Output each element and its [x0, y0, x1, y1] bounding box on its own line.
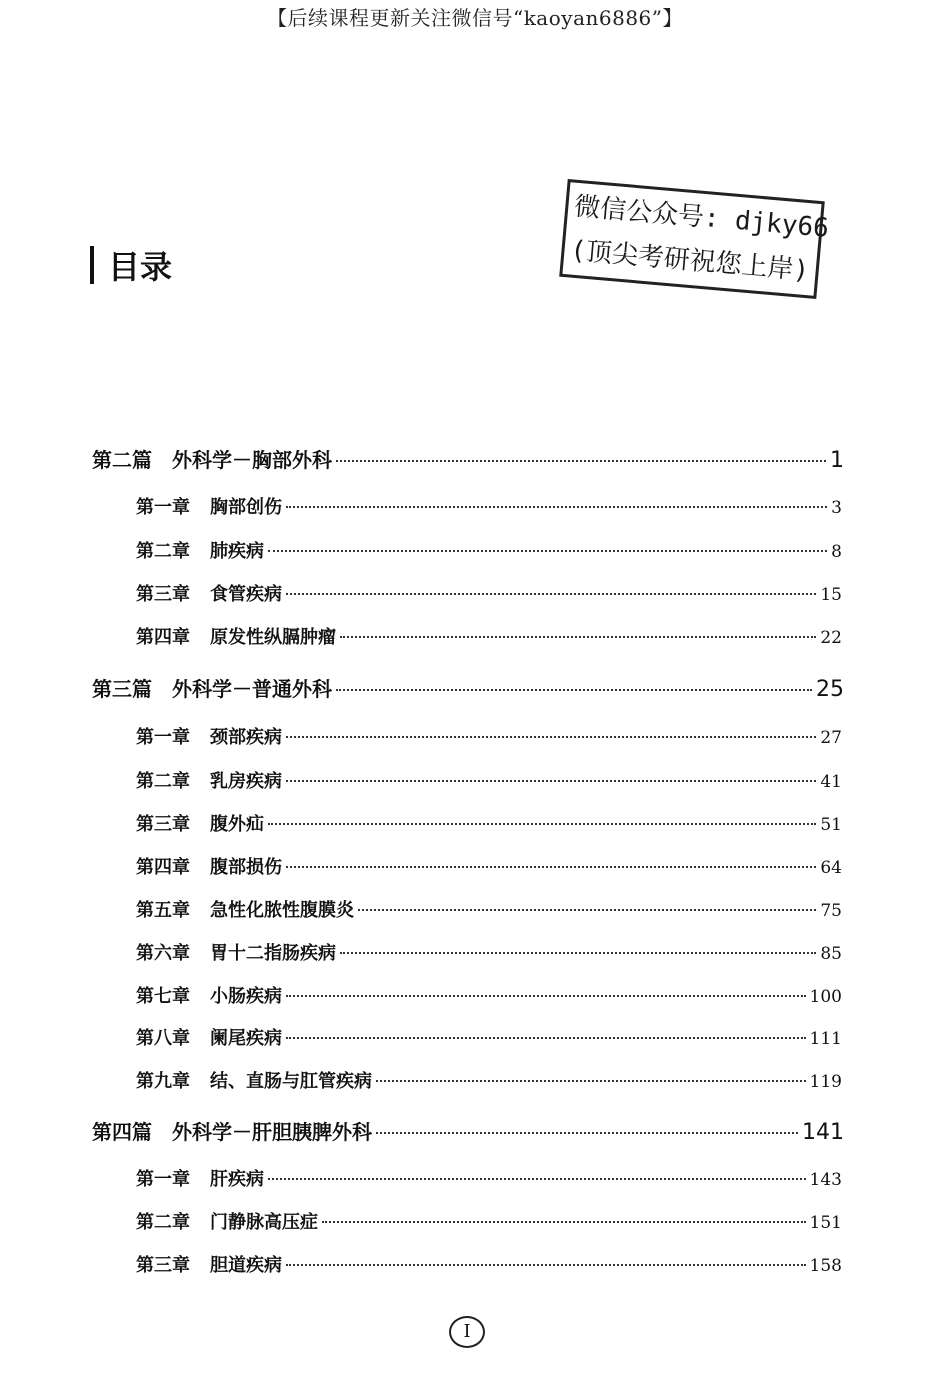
entry-title: 结、直肠与肛管疾病: [210, 1071, 372, 1092]
toc-chapter-entry[interactable]: [136, 1067, 842, 1093]
entry-title: 腹部损伤: [210, 857, 282, 878]
dot-leader: [340, 952, 816, 954]
toc-chapter-entry[interactable]: [136, 1251, 842, 1277]
entry-title: 腹外疝: [210, 814, 264, 835]
dot-leader: [268, 823, 816, 825]
entry-page: 1: [830, 448, 844, 473]
entry-page: 64: [820, 858, 842, 878]
entry-title: 门静脉高压症: [210, 1212, 318, 1233]
entry-page: 141: [802, 1120, 844, 1145]
stamp-line-1: 微信公众号: djky66: [573, 191, 830, 244]
toc-chapter-entry[interactable]: [136, 723, 842, 749]
toc-chapter-entry[interactable]: [136, 1024, 842, 1050]
entry-page: 100: [809, 987, 842, 1007]
dot-leader: [336, 460, 826, 462]
dot-leader: [268, 550, 827, 552]
entry-page: 27: [820, 728, 842, 748]
entry-number: 第一章: [136, 1169, 190, 1190]
entry-number: 第八章: [136, 1028, 190, 1049]
dot-leader: [286, 506, 827, 508]
entry-title: 颈部疾病: [210, 727, 282, 748]
dot-leader: [268, 1178, 806, 1180]
entry-page: 51: [820, 815, 842, 835]
entry-title: 胃十二指肠疾病: [210, 943, 336, 964]
entry-title: 肝疾病: [210, 1169, 264, 1190]
entry-title: 外科学－肝胆胰脾外科: [172, 1120, 372, 1144]
entry-title: 食管疾病: [210, 584, 282, 605]
entry-page: 85: [820, 944, 842, 964]
heading-bar: [90, 246, 94, 284]
toc-chapter-entry[interactable]: [136, 537, 842, 563]
dot-leader: [376, 1080, 806, 1082]
entry-title: 乳房疾病: [210, 771, 282, 792]
entry-title: 外科学－普通外科: [172, 677, 332, 701]
entry-number: 第四章: [136, 857, 190, 878]
watermark-stamp: [559, 179, 830, 299]
toc-title: 目录: [108, 248, 173, 286]
entry-page: 8: [831, 542, 842, 562]
entry-number: 第三章: [136, 814, 190, 835]
toc-part-entry[interactable]: [92, 673, 844, 702]
entry-title: 急性化脓性腹膜炎: [210, 900, 354, 921]
entry-number: 第一章: [136, 727, 190, 748]
toc-chapter-entry[interactable]: [136, 493, 842, 519]
dot-leader: [376, 1132, 798, 1134]
dot-leader: [286, 1264, 806, 1266]
entry-title: 外科学－胸部外科: [172, 448, 332, 472]
entry-number: 第五章: [136, 900, 190, 921]
dot-leader: [286, 995, 806, 997]
entry-number: 第二章: [136, 771, 190, 792]
entry-title: 胆道疾病: [210, 1255, 282, 1276]
entry-title: 阑尾疾病: [210, 1028, 282, 1049]
toc-chapter-entry[interactable]: [136, 810, 842, 836]
stamp-line-2: (顶尖考研祝您上岸): [569, 235, 811, 287]
entry-title: 胸部创伤: [210, 497, 282, 518]
entry-page: 158: [809, 1256, 842, 1276]
toc-part-entry[interactable]: [92, 444, 844, 473]
entry-page: 15: [820, 585, 842, 605]
entry-number: 第九章: [136, 1071, 190, 1092]
entry-number: 第三章: [136, 584, 190, 605]
dot-leader: [336, 689, 812, 691]
entry-title: 小肠疾病: [210, 986, 282, 1007]
toc-chapter-entry[interactable]: [136, 982, 842, 1008]
toc-chapter-entry[interactable]: [136, 939, 842, 965]
entry-number: 第三篇: [92, 677, 152, 701]
entry-number: 第二篇: [92, 448, 152, 472]
entry-number: 第七章: [136, 986, 190, 1007]
dot-leader: [286, 1037, 806, 1039]
dot-leader: [358, 909, 816, 911]
header-banner: 【后续课程更新关注微信号“kaoyan6886”】: [266, 6, 684, 30]
entry-page: 143: [809, 1170, 842, 1190]
page-number: I: [449, 1316, 485, 1348]
toc-chapter-entry[interactable]: [136, 580, 842, 606]
toc-chapter-entry[interactable]: [136, 1208, 842, 1234]
entry-number: 第三章: [136, 1255, 190, 1276]
entry-number: 第四章: [136, 627, 190, 648]
dot-leader: [286, 593, 816, 595]
entry-number: 第一章: [136, 497, 190, 518]
toc-chapter-entry[interactable]: [136, 623, 842, 649]
entry-page: 111: [809, 1029, 842, 1049]
entry-page: 22: [820, 628, 842, 648]
dot-leader: [286, 866, 816, 868]
entry-number: 第二章: [136, 1212, 190, 1233]
entry-title: 原发性纵膈肿瘤: [210, 627, 336, 648]
toc-heading: [90, 243, 172, 287]
entry-title: 肺疾病: [210, 541, 264, 562]
entry-number: 第二章: [136, 541, 190, 562]
entry-page: 75: [820, 901, 842, 921]
entry-page: 41: [820, 772, 842, 792]
entry-number: 第六章: [136, 943, 190, 964]
dot-leader: [286, 736, 816, 738]
toc-chapter-entry[interactable]: [136, 1165, 842, 1191]
dot-leader: [340, 636, 816, 638]
toc-part-entry[interactable]: [92, 1116, 844, 1145]
entry-page: 151: [809, 1213, 842, 1233]
entry-page: 25: [816, 677, 844, 702]
toc-chapter-entry[interactable]: [136, 896, 842, 922]
toc-chapter-entry[interactable]: [136, 853, 842, 879]
entry-page: 3: [831, 498, 842, 518]
toc-chapter-entry[interactable]: [136, 767, 842, 793]
dot-leader: [286, 780, 816, 782]
dot-leader: [322, 1221, 806, 1223]
entry-page: 119: [809, 1072, 842, 1092]
entry-number: 第四篇: [92, 1120, 152, 1144]
